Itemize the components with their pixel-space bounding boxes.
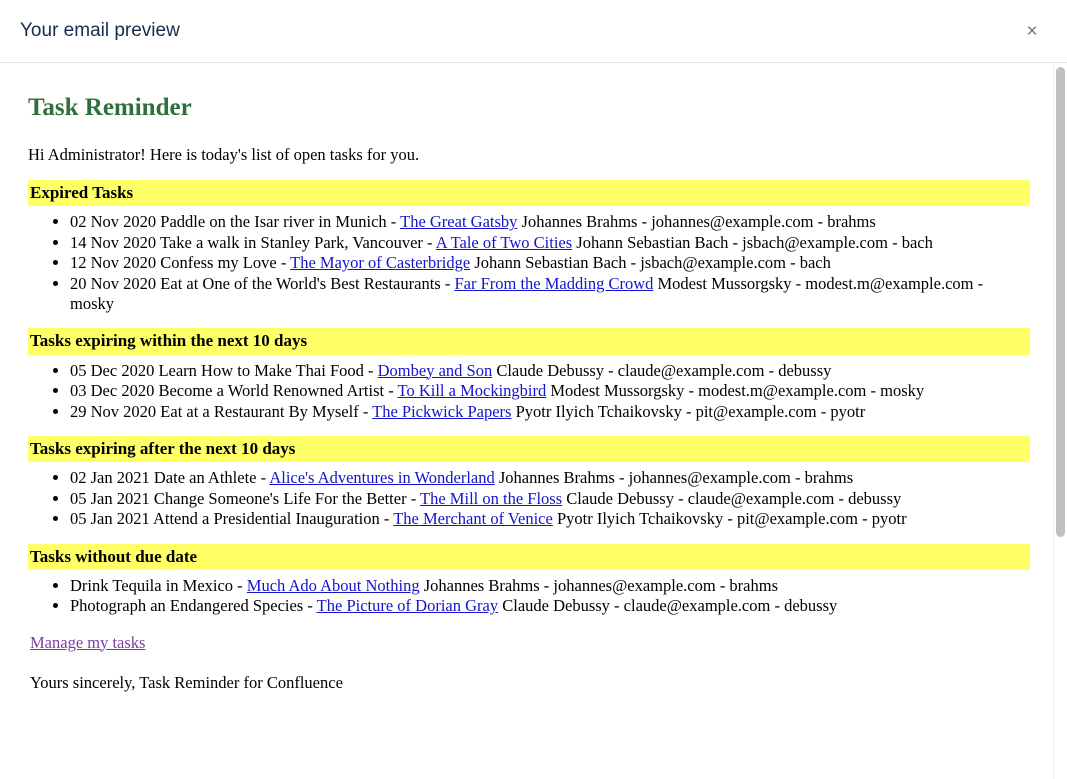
task-text-prefix: 12 Nov 2020 Confess my Love -	[70, 253, 291, 273]
task-assignee-text: Modest Mussorgsky - modest.m@example.com - mosky	[546, 381, 925, 401]
list-item	[70, 233, 1027, 253]
task-assignee-text: Claude Debussy - claude@example.com - debussy	[562, 488, 902, 508]
task-page-link[interactable]: A Tale of Two Cities	[435, 232, 573, 252]
task-page-link[interactable]: Dombey and Son	[377, 360, 493, 380]
section-heading: Tasks without due date	[28, 544, 1030, 570]
task-list	[28, 361, 1027, 422]
email-preview-content	[0, 63, 1067, 712]
list-item	[70, 402, 1027, 422]
task-assignee-text: Johann Sebastian Bach - jsbach@example.com - bach	[572, 232, 933, 252]
task-assignee-text: Modest Mussorgsky - modest.m@example.com - mosky	[70, 274, 984, 314]
dialog-title: Your email preview	[20, 20, 180, 41]
list-item	[70, 381, 1027, 401]
task-page-link[interactable]: The Great Gatsby	[400, 212, 518, 232]
task-assignee-text: Johannes Brahms - johannes@example.com - brahms	[517, 212, 876, 232]
task-text-prefix: 14 Nov 2020 Take a walk in Stanley Park, Vancouver -	[70, 232, 436, 252]
task-text-prefix: 02 Nov 2020 Paddle on the Isar river in Munich -	[70, 212, 401, 232]
task-page-link[interactable]: The Pickwick Papers	[372, 401, 512, 421]
task-text-prefix: 05 Dec 2020 Learn How to Make Thai Food -	[70, 360, 378, 380]
task-list	[28, 576, 1027, 617]
section-heading: Tasks expiring after the next 10 days	[28, 436, 1030, 462]
task-text-prefix: 20 Nov 2020 Eat at One of the World's Best Restaurants -	[70, 274, 455, 293]
dialog-header	[0, 0, 1067, 63]
close-icon[interactable]: ×	[1019, 18, 1045, 44]
task-assignee-text: Pyotr Ilyich Tchaikovsky - pit@example.com - pyotr	[552, 509, 907, 529]
task-text-prefix: 05 Jan 2021 Change Someone's Life For the Better -	[70, 488, 421, 508]
task-text-prefix: 05 Jan 2021 Attend a Presidential Inauguration -	[70, 509, 394, 529]
task-assignee-text: Johannes Brahms - johannes@example.com - brahms	[419, 575, 779, 595]
list-item	[70, 576, 1027, 596]
task-assignee-text: Claude Debussy - claude@example.com - debussy	[498, 596, 838, 616]
task-text-prefix: Drink Tequila in Mexico -	[70, 575, 247, 595]
task-page-link[interactable]: To Kill a Mockingbird	[397, 381, 547, 401]
list-item	[70, 361, 1027, 381]
task-text-prefix: 03 Dec 2020 Become a World Renowned Artist -	[70, 381, 398, 401]
manage-my-tasks-link[interactable]: Manage my tasks	[30, 632, 146, 652]
task-list	[28, 212, 1027, 314]
list-item	[70, 509, 1027, 529]
page-title: Task Reminder	[28, 94, 192, 121]
task-page-link[interactable]: The Merchant of Venice	[393, 509, 553, 529]
task-assignee-text: Claude Debussy - claude@example.com - debussy	[492, 360, 832, 380]
task-assignee-text: Johann Sebastian Bach - jsbach@example.com - bach	[470, 253, 831, 273]
scrollbar-track[interactable]	[1053, 63, 1067, 779]
task-text-prefix: 29 Nov 2020 Eat at a Restaurant By Myself -	[70, 401, 373, 421]
task-page-link[interactable]: Much Ado About Nothing	[246, 575, 420, 595]
list-item	[70, 274, 1027, 314]
section-heading: Tasks expiring within the next 10 days	[28, 328, 1030, 354]
task-page-link[interactable]: Alice's Adventures in Wonderland	[269, 468, 495, 488]
task-page-link[interactable]: The Picture of Dorian Gray	[316, 596, 499, 616]
section-heading: Expired Tasks	[28, 180, 1030, 206]
manage-tasks-row	[30, 633, 1027, 654]
greeting-text: Hi Administrator! Here is today's list of open tasks for you.	[28, 145, 420, 165]
scrollbar-thumb[interactable]	[1056, 67, 1065, 537]
task-text-prefix: 02 Jan 2021 Date an Athlete -	[70, 468, 270, 488]
task-list	[28, 468, 1027, 529]
task-text-prefix: Photograph an Endangered Species -	[70, 596, 317, 616]
dialog-body	[0, 63, 1067, 779]
list-item	[70, 253, 1027, 273]
list-item	[70, 212, 1027, 232]
list-item	[70, 468, 1027, 488]
list-item	[70, 596, 1027, 616]
list-item	[70, 489, 1027, 509]
task-page-link[interactable]: The Mayor of Casterbridge	[290, 253, 471, 273]
signoff-text: Yours sincerely, Task Reminder for Confluence	[30, 673, 343, 693]
task-assignee-text: Pyotr Ilyich Tchaikovsky - pit@example.com - pyotr	[511, 401, 866, 421]
task-page-link[interactable]: Far From the Madding Crowd	[454, 274, 654, 293]
task-sections	[28, 180, 1027, 617]
task-assignee-text: Johannes Brahms - johannes@example.com - brahms	[494, 468, 854, 488]
task-page-link[interactable]: The Mill on the Floss	[420, 488, 563, 508]
